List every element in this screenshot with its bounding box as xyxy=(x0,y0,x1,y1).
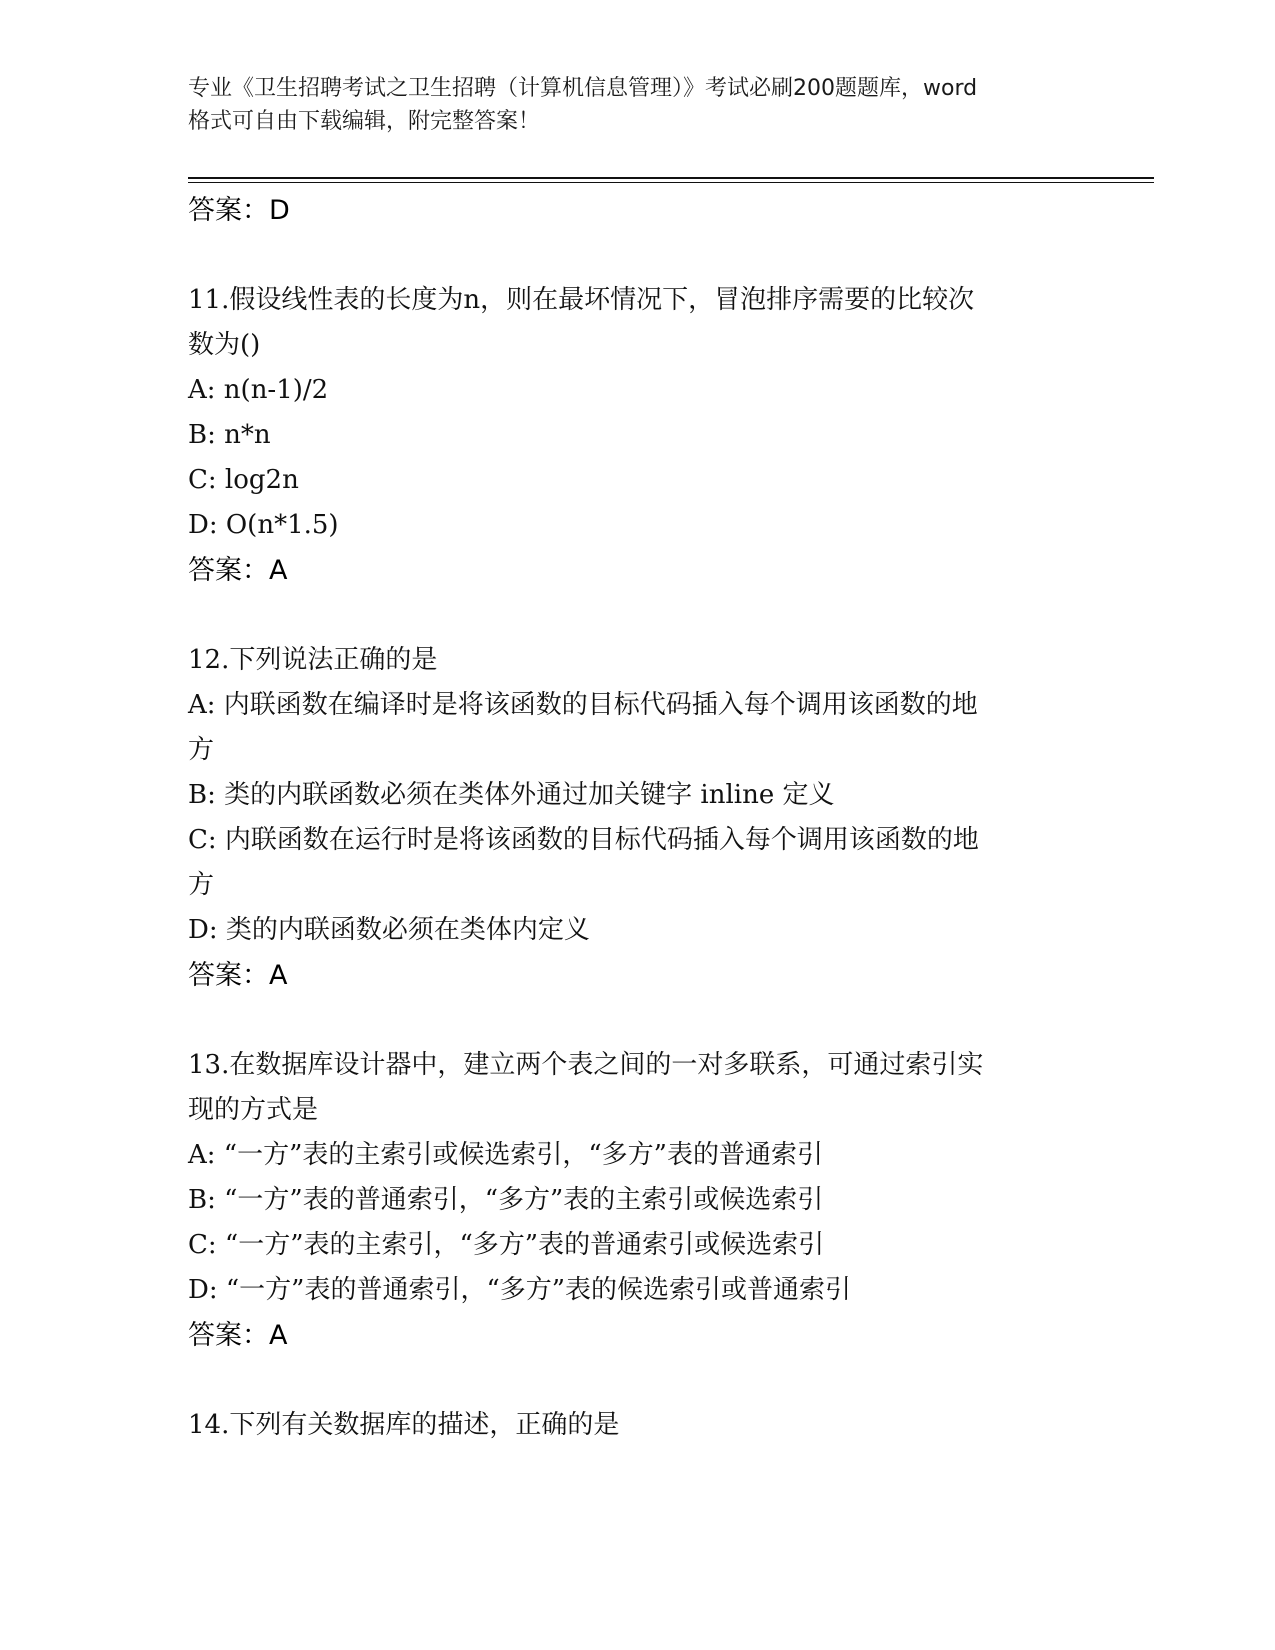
question-13 xyxy=(188,1043,1088,1358)
spacer xyxy=(188,998,1088,1043)
option-a: A: “一方”表的主索引或候选索引，“多方”表的普通索引 xyxy=(188,1140,823,1170)
option-b: B: n*n xyxy=(188,420,271,450)
header-divider-thick xyxy=(188,177,1154,179)
option-d: D: O(n*1.5) xyxy=(188,510,339,540)
answer-label: 答案：A xyxy=(188,960,288,991)
question-stem-continued: 现的方式是 xyxy=(188,1095,319,1125)
spacer xyxy=(188,593,1088,638)
answer-label: 答案：D xyxy=(188,195,290,226)
question-stem: 14.下列有关数据库的描述，正确的是 xyxy=(188,1410,620,1440)
question-list xyxy=(188,188,1088,1448)
option-d: D: “一方”表的普通索引，“多方”表的候选索引或普通索引 xyxy=(188,1275,852,1305)
header-divider-thin xyxy=(188,182,1154,183)
option-d: D: 类的内联函数必须在类体内定义 xyxy=(188,915,590,945)
option-c: C: “一方”表的主索引，“多方”表的普通索引或候选索引 xyxy=(188,1230,825,1260)
answer-label: 答案：A xyxy=(188,1320,288,1351)
option-b: B: “一方”表的普通索引，“多方”表的主索引或候选索引 xyxy=(188,1185,824,1215)
document-header xyxy=(188,72,1088,138)
question-14 xyxy=(188,1403,1088,1448)
question-stem-continued: 数为() xyxy=(188,330,261,360)
option-c-continued: 方 xyxy=(188,870,215,900)
question-stem: 12.下列说法正确的是 xyxy=(188,645,438,675)
option-b: B: 类的内联函数必须在类体外通过加关键字 inline 定义 xyxy=(188,780,835,810)
header-line-1: 专业《卫生招聘考试之卫生招聘（计算机信息管理）》考试必刷200题题库，word xyxy=(188,76,978,101)
question-12 xyxy=(188,638,1088,998)
question-stem: 11.假设线性表的长度为n，则在最坏情况下，冒泡排序需要的比较次 xyxy=(188,285,975,315)
option-a: A: n(n-1)/2 xyxy=(188,375,329,405)
option-c: C: log2n xyxy=(188,465,299,495)
question-11 xyxy=(188,278,1088,593)
option-a-continued: 方 xyxy=(188,735,215,765)
option-a: A: 内联函数在编译时是将该函数的目标代码插入每个调用该函数的地 xyxy=(188,690,978,720)
option-c: C: 内联函数在运行时是将该函数的目标代码插入每个调用该函数的地 xyxy=(188,825,979,855)
spacer xyxy=(188,1358,1088,1403)
header-line-2: 格式可自由下载编辑，附完整答案！ xyxy=(188,109,541,134)
question-stem: 13.在数据库设计器中，建立两个表之间的一对多联系，可通过索引实 xyxy=(188,1050,984,1080)
answer-label: 答案：A xyxy=(188,555,288,586)
spacer xyxy=(188,233,1088,278)
